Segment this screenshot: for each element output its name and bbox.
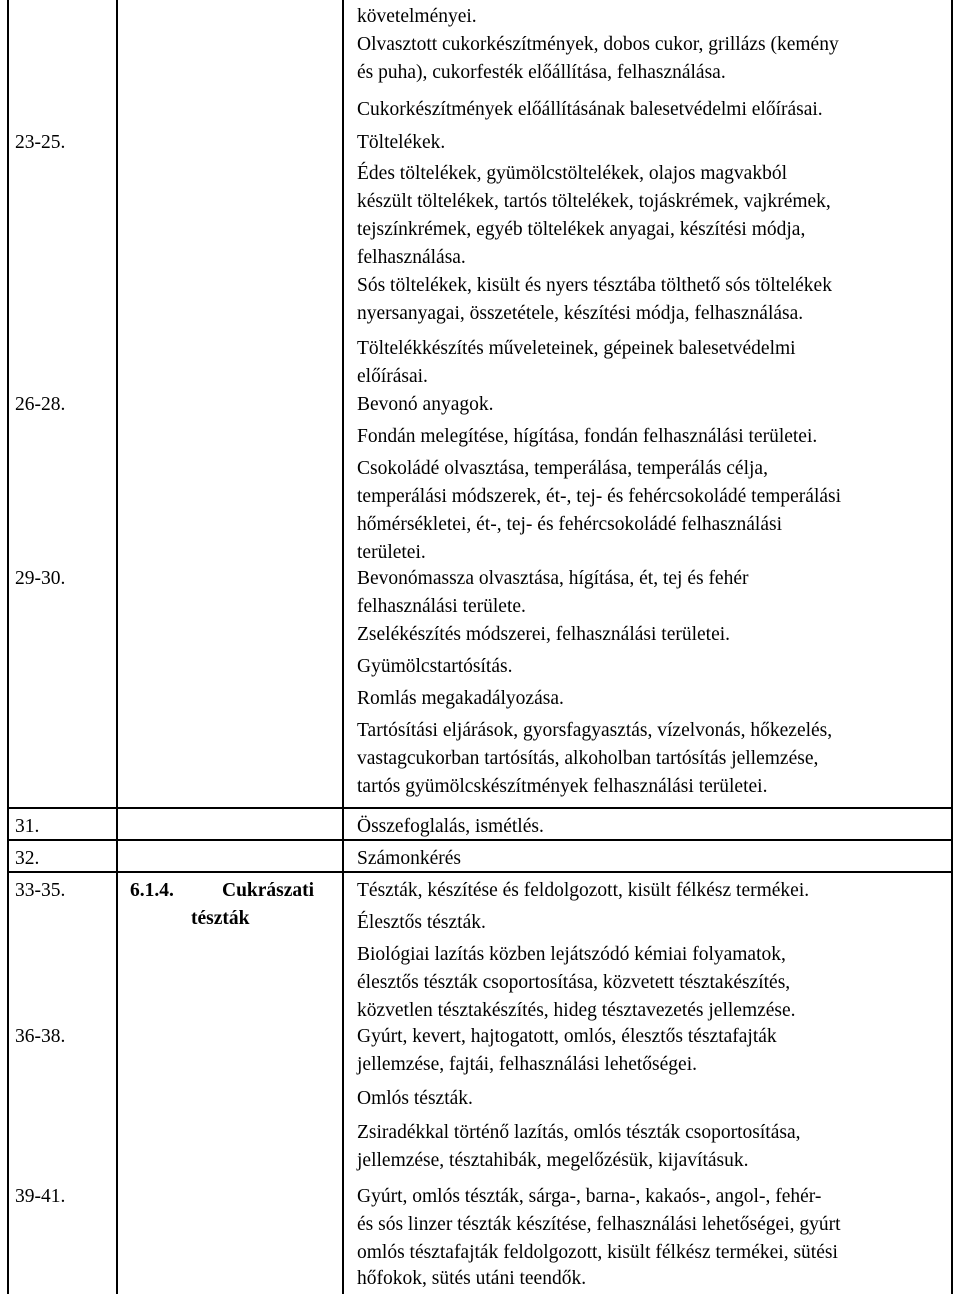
table-border-right xyxy=(951,0,953,1294)
content-line: tejszínkrémek, egyéb töltelékek anyagai, készítési módja, xyxy=(357,219,806,240)
content-line: és sós linzer tészták készítése, felhasználási lehetőségei, gyúrt xyxy=(357,1214,841,1235)
content-line: Zselékészítés módszerei, felhasználási területei. xyxy=(357,624,731,645)
lesson-number: 23-25. xyxy=(15,132,66,153)
content-line: Gyúrt, omlós tészták, sárga-, barna-, kakaós-, angol-, fehér- xyxy=(357,1186,822,1207)
content-line: Bevonómassza olvasztása, hígítása, ét, tej és fehér xyxy=(357,568,749,589)
topic-label: tészták xyxy=(191,908,250,929)
content-line: készült töltelékek, tartós töltelékek, tojáskrémek, vajkrémek, xyxy=(357,191,831,212)
content-line: temperálási módszerek, ét-, tej- és fehércsokoládé temperálási xyxy=(357,486,842,507)
content-line: Omlós tészták. xyxy=(357,1088,473,1109)
content-line: tartós gyümölcskészítmények felhasználási területei. xyxy=(357,776,768,797)
content-line: Édes töltelékek, gyümölcstöltelékek, olajos magvakból xyxy=(357,163,787,184)
content-line: és puha), cukorfesték előállítása, felhasználása. xyxy=(357,62,726,83)
row-divider xyxy=(7,871,953,873)
content-line: Biológiai lazítás közben lejátszódó kémiai folyamatok, xyxy=(357,944,786,965)
table-border-left xyxy=(7,0,9,1294)
content-line: Gyümölcstartósítás. xyxy=(357,656,513,677)
content-line: hőmérsékletei, ét-, tej- és fehércsokoládé felhasználási xyxy=(357,514,783,535)
lesson-number: 36-38. xyxy=(15,1026,66,1047)
content-line: előírásai. xyxy=(357,366,428,387)
content-line: Olvasztott cukorkészítmények, dobos cukor, grillázs (kemény xyxy=(357,34,839,55)
content-line: területei. xyxy=(357,542,426,563)
topic-label: Cukrászati xyxy=(222,880,315,901)
content-line: Zsiradékkal történő lazítás, omlós tészták csoportosítása, xyxy=(357,1122,801,1143)
content-line: követelményei. xyxy=(357,6,477,27)
content-line: Összefoglalás, ismétlés. xyxy=(357,816,544,837)
content-line: Tartósítási eljárások, gyorsfagyasztás, vízelvonás, hőkezelés, xyxy=(357,720,833,741)
lesson-number: 39-41. xyxy=(15,1186,66,1207)
content-line: Gyúrt, kevert, hajtogatott, omlós, élesztős tésztafajták xyxy=(357,1026,777,1047)
content-line: felhasználása. xyxy=(357,247,466,268)
column-divider-2 xyxy=(342,0,344,1294)
content-line: omlós tésztafajták feldolgozott, kisült félkész termékei, sütési xyxy=(357,1242,838,1263)
content-line: Számonkérés xyxy=(357,848,461,869)
content-line: Cukorkészítmények előállításának balesetvédelmi előírásai. xyxy=(357,99,823,120)
content-line: Sós töltelékek, kisült és nyers tésztába tölthető sós töltelékek xyxy=(357,275,832,296)
content-line: közvetlen tésztakészítés, hideg tésztavezetés jellemzése. xyxy=(357,1000,796,1021)
content-line: élesztős tészták csoportosítása, közvetett tésztakészítés, xyxy=(357,972,791,993)
topic-label: 6.1.4. xyxy=(130,880,174,901)
lesson-number: 26-28. xyxy=(15,394,66,415)
content-line: felhasználási területe. xyxy=(357,596,526,617)
content-line: Csokoládé olvasztása, temperálása, temperálás célja, xyxy=(357,458,768,479)
content-line: Romlás megakadályozása. xyxy=(357,688,564,709)
content-line: jellemzése, tésztahibák, megelőzésük, kijavításuk. xyxy=(357,1150,749,1171)
content-line: nyersanyagai, összetétele, készítési módja, felhasználása. xyxy=(357,303,804,324)
lesson-number: 32. xyxy=(15,848,40,869)
content-line: hőfokok, sütés utáni teendők. xyxy=(357,1268,587,1289)
content-line: jellemzése, fajtái, felhasználási lehetőségei. xyxy=(357,1054,698,1075)
content-line: Fondán melegítése, hígítása, fondán felhasználási területei. xyxy=(357,426,818,447)
row-divider xyxy=(7,807,953,809)
lesson-number: 29-30. xyxy=(15,568,66,589)
content-line: Töltelékek. xyxy=(357,132,446,153)
content-line: vastagcukorban tartósítás, alkoholban tartósítás jellemzése, xyxy=(357,748,819,769)
lesson-number: 31. xyxy=(15,816,40,837)
content-line: Bevonó anyagok. xyxy=(357,394,494,415)
column-divider-1 xyxy=(116,0,118,1294)
content-line: Töltelékkészítés műveleteinek, gépeinek balesetvédelmi xyxy=(357,338,796,359)
lesson-number: 33-35. xyxy=(15,880,66,901)
content-line: Tészták, készítése és feldolgozott, kisült félkész termékei. xyxy=(357,880,810,901)
content-line: Élesztős tészták. xyxy=(357,912,486,933)
